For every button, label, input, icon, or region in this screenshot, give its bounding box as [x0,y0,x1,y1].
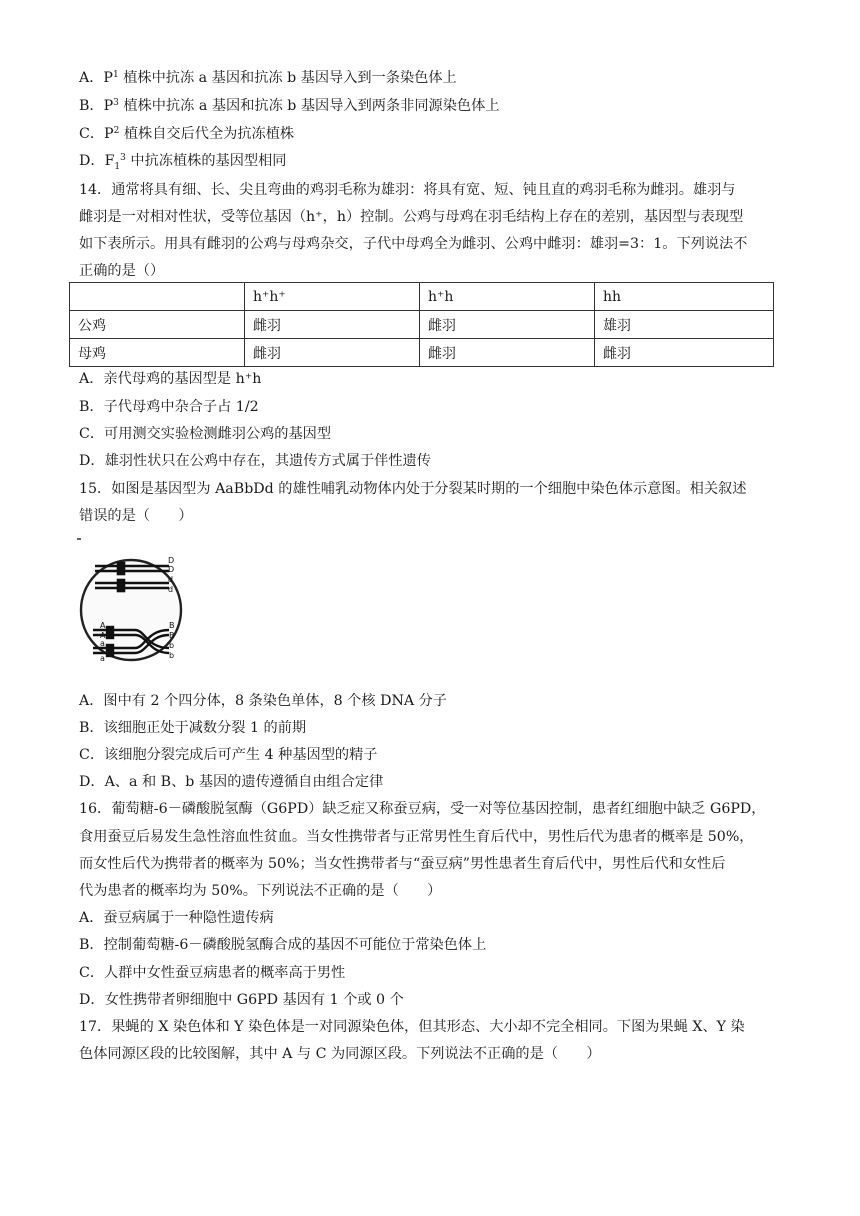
q13-option-b: B．$P^3$ 植株中抗冻 a 基因和抗冻 b 基因导入到两条非同源染色体上 [79,98,500,114]
q16-stem-line-2: 食用蚕豆后易发生急性溶血性贫血。当女性携带者与正常男性生育后代中，男性后代为患者的概率是 50%， [79,829,754,845]
gene-label: b [169,641,175,650]
gene-label: A [100,621,106,630]
gene-label: D [168,565,175,574]
gene-label: B [169,631,175,640]
q14-stem-line-1: 14．通常将具有细、长、尖且弯曲的鸡羽毛称为雄羽：将具有宽、短、钝且直的鸡羽毛称为雌羽。雄羽与 [79,182,736,198]
gene-label: B [169,621,175,630]
q15-option-b: B．该细胞正处于减数分裂 1 的前期 [79,720,307,736]
q14-option-a: A．亲代母鸡的基因型是 h⁺h [79,371,262,387]
q14-option-d: D．雄羽性状只在公鸡中存在，其遗传方式属于伴性遗传 [79,453,431,469]
q16-stem-line-3: 而女性后代为携带者的概率为 50%；当女性携带者与“蚕豆病”男性患者生育后代中，男性后代和女性后 [79,856,726,872]
table-cell: 母鸡 [70,339,245,367]
q15-stem-line-2: 错误的是（ ） [79,508,193,524]
table-row [70,339,774,367]
q16-stem-line-4: 代为患者的概率均为 50%。下列说法不正确的是（ ） [79,883,442,899]
q14-stem-line-2: 雌羽是一对相对性状，受等位基因（h⁺，h）控制。公鸡与母鸡在羽毛结构上存在的差别，基因型与表现型 [79,209,744,225]
gene-label: D [168,556,175,565]
table-header-cell: h⁺h [420,283,595,311]
gene-label: a [100,639,105,648]
q16-option-a: A．蚕豆病属于一种隐性遗传病 [79,910,274,926]
q16-stem-line-1: 16．葡萄糖-6－磷酸脱氢酶（G6PD）缺乏症又称蚕豆病，受一对等位基因控制，患者红细胞中缺乏 G6PD， [79,801,766,817]
cell-chromosome-diagram [77,538,183,680]
q14-option-b: B．子代母鸡中杂合子占 1/2 [79,399,259,415]
q15-option-d: D．A、a 和 B、b 基因的遗传遵循自由组合定律 [79,774,384,790]
q14-stem-line-3: 如下表所示。用具有雌羽的公鸡与母鸡杂交，子代中母鸡全为雌羽、公鸡中雌羽：雄羽=3：1。下列说法不 [79,236,748,252]
table-header-cell: hh [595,283,774,311]
table-cell: 雌羽 [245,339,420,367]
q15-option-c: C．该细胞分裂完成后可产生 4 种基因型的精子 [79,747,378,763]
table-cell: 雌羽 [595,339,774,367]
table-cell: 雌羽 [420,311,595,339]
q14-stem-line-4: 正确的是（） [79,263,165,279]
gene-label: a [100,654,105,663]
table-cell: 雌羽 [245,311,420,339]
table-header-cell [70,283,245,311]
table-cell: 雄羽 [595,311,774,339]
cell-outline [81,560,181,660]
q14-option-c: C．可用测交实验检测雌羽公鸡的基因型 [79,426,332,442]
q13-option-a: A．$P^1$ 植株中抗冻 a 基因和抗冻 b 基因导入到一条染色体上 [79,70,457,86]
q15-option-a: A．图中有 2 个四分体，8 条染色单体，8 个核 DNA 分子 [79,693,447,709]
gene-label: d [168,575,174,584]
q13-option-c: C．$P^2$ 植株自交后代全为抗冻植株 [79,126,295,142]
q17-stem-line-1: 17．果蝇的 X 染色体和 Y 染色体是一对同源染色体，但其形态、大小却不完全相同。下图为果蝇 X、Y 染 [79,1019,745,1035]
gene-label: d [168,585,174,594]
q16-option-c: C．人群中女性蚕豆病患者的概率高于男性 [79,965,346,981]
gene-label: A [100,631,106,640]
table-row [70,311,774,339]
q16-option-d: D．女性携带者卵细胞中 G6PD 基因有 1 个或 0 个 [79,992,404,1008]
genotype-phenotype-table [69,282,774,367]
q16-option-b: B．控制葡萄糖-6－磷酸脱氢酶合成的基因不可能位于常染色体上 [79,937,487,953]
q17-stem-line-2: 色体同源区段的比较图解，其中 A 与 C 为同源区段。下列说法不正确的是（ ） [79,1046,601,1062]
table-cell: 雌羽 [420,339,595,367]
table-header-row [70,283,774,311]
table-cell: 公鸡 [70,311,245,339]
q15-stem-line-1: 15．如图是基因型为 AaBbDd 的雄性哺乳动物体内处于分裂某时期的一个细胞中染色体示意图。相关叙述 [79,481,747,497]
gene-label: b [169,651,175,660]
q13-option-d: D．$F_1^3$ 中抗冻植株的基因型相同 [79,153,287,172]
table-header-cell: h⁺h⁺ [245,283,420,311]
